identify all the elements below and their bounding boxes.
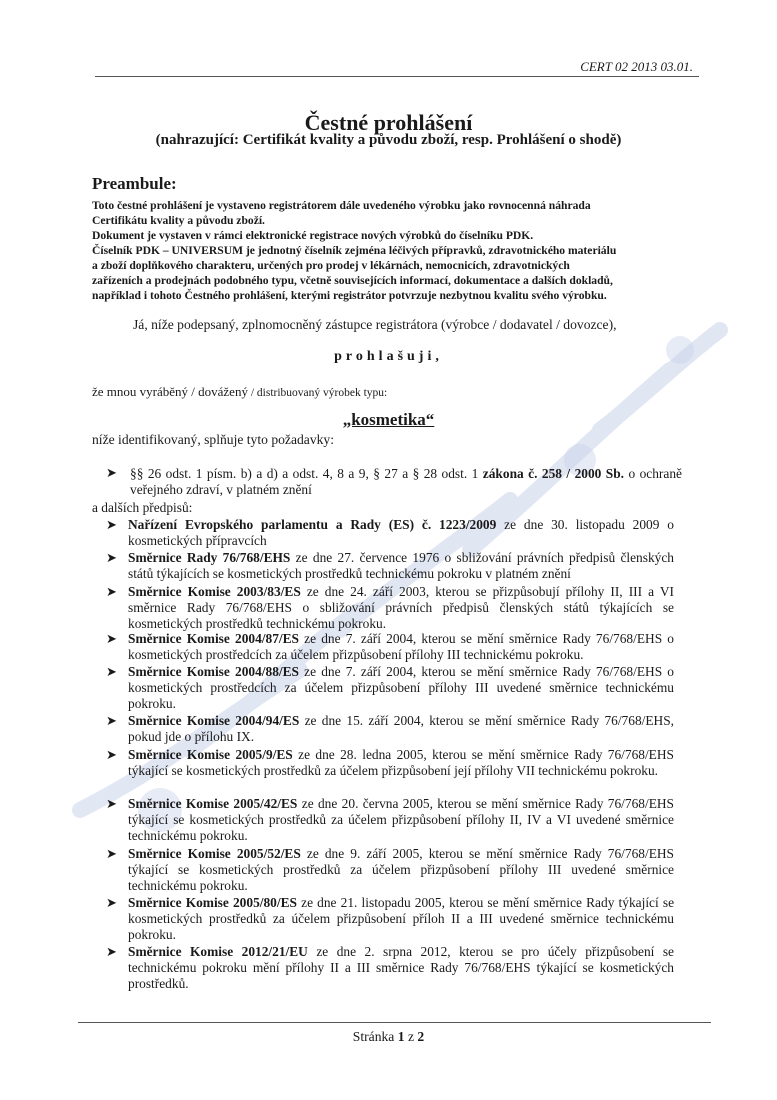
arrow-bullet-icon: ➤	[106, 585, 117, 600]
regulation-item	[128, 944, 674, 992]
declare-word: prohlašuji,	[334, 349, 443, 364]
regulation-text: ze dne 30. listopadu 2009 o kosmetických přípravcích	[128, 517, 674, 548]
regulation-item	[128, 584, 674, 632]
regulation-item	[128, 796, 674, 844]
arrow-bullet-icon: ➤	[106, 896, 117, 911]
arrow-bullet-icon: ➤	[106, 748, 117, 763]
preamble-line: Certifikátu kvality a původu zboží.	[92, 214, 265, 227]
type-line-distributed: / distribuovaný výrobek typu:	[247, 387, 388, 399]
regulation-name: Směrnice Komise 2005/9/ES	[128, 747, 293, 762]
arrow-bullet-icon: ➤	[106, 945, 117, 960]
regulation-text: ze dne 7. září 2004, kterou se mění směrnice Rady 76/768/EHS o kosmetických prostředcích za účelem přizpůsobení přílohy III uvedené směrnice technickému pokroku.	[128, 664, 674, 711]
preamble-line: Dokument je vystaven v rámci elektronické registrace nových výrobků do číselníku PDK.	[92, 229, 534, 242]
regulation-name: Směrnice Komise 2005/52/ES	[128, 846, 301, 861]
regulation-name: Směrnice Komise 2004/94/ES	[128, 713, 300, 728]
document-subtitle: (nahrazující: Certifikát kvality a původu zboží, resp. Prohlášení o shodě)	[155, 132, 622, 148]
preamble-heading: Preambule:	[92, 174, 177, 193]
regulation-name: Směrnice Komise 2004/88/ES	[128, 664, 299, 679]
product-type-line	[92, 384, 387, 400]
document-title: Čestné prohlášení	[304, 110, 473, 135]
regulation-name: Směrnice Komise 2005/80/ES	[128, 895, 297, 910]
regulation-name: Směrnice Rady 76/768/EHS	[128, 550, 291, 565]
arrow-bullet-icon: ➤	[106, 551, 117, 566]
page-of: z	[407, 1029, 414, 1044]
arrow-bullet-icon: ➤	[106, 797, 117, 812]
arrow-bullet-icon: ➤	[106, 847, 117, 862]
regulation-text: ze dne 21. listopadu 2005, kterou se mění směrnice Rady týkající se kosmetických prostředků za účelem přizpůsobení příloh II a III uvedené směrnice technickému pokroku.	[128, 895, 675, 942]
page-word: Stránka	[352, 1029, 395, 1044]
regulation-item	[128, 895, 674, 943]
arrow-bullet-icon: ➤	[106, 518, 117, 533]
regulation-item	[128, 631, 674, 663]
preamble-line: Číselník PDK – UNIVERSUM je jednotný číselník zejména léčivých přípravků, zdravotnického materiálu	[92, 244, 617, 257]
regulation-item	[128, 713, 674, 745]
regulation-text: ze dne 15. září 2004, kterou se mění směrnice Rady 76/768/EHS, pokud jde o přílohu IX.	[128, 713, 675, 744]
preamble-line: Toto čestné prohlášení je vystaveno registrátorem dále uvedeného výrobku jako rovnocenná náhrada	[92, 199, 591, 212]
law-post: o ochraně veřejného zdraví, v platném znění	[130, 466, 682, 497]
law-name: zákona č. 258 / 2000 Sb.	[482, 466, 625, 481]
regulation-name: Směrnice Komise 2004/87/ES	[128, 631, 299, 646]
arrow-bullet-icon: ➤	[106, 665, 117, 680]
regulation-text: ze dne 20. června 2005, kterou se mění směrnice Rady 76/768/EHS týkající se kosmetických prostředků za účelem přizpůsobení přílohy II, IV a VI uvedené směrnice technickému pokroku.	[128, 796, 674, 843]
footer-rule	[78, 1022, 711, 1023]
regulation-item	[128, 664, 674, 712]
regulation-text: ze dne 27. července 1976 o sbližování právních předpisů členských států týkajících se kosmetických prostředků technickému pokroku v platném znění	[128, 550, 674, 581]
arrow-bullet-icon: ➤	[106, 714, 117, 729]
page-total: 2	[417, 1029, 425, 1044]
preamble-line: například i tohoto Čestného prohlášení, kterými registrátor potvrzuje nezbytnou kvalitu svého výrobku.	[92, 289, 607, 302]
regulation-text: ze dne 24. září 2003, kterou se přizpůsobují přílohy II, III a VI směrnice Rady 76/768/EHS o sbližování právních předpisů členských států týkajících se kosmetických prostředků technickému pokroku.	[128, 584, 675, 631]
regulation-text: ze dne 28. ledna 2005, kterou se mění směrnice Rady 76/768/EHS týkající se kosmetických prostředků za účelem přizpůsobení její přílohy VII technickému pokroku.	[128, 747, 674, 778]
page-number	[0, 1029, 777, 1045]
regulation-item	[128, 846, 674, 894]
document-code: CERT 02 2013 03.01.	[580, 59, 693, 74]
product-type: „kosmetika“	[342, 410, 435, 429]
regulation-name: Směrnice Komise 2005/42/ES	[128, 796, 298, 811]
type-line-main: že mnou vyráběný / dovážený	[92, 384, 248, 399]
regulation-text: ze dne 2. srpna 2012, kterou se pro účely přizpůsobení se technickému pokroku mění přílohy II a III směrnice Rady 76/768/EHS týkající se kosmetických prostředků.	[128, 944, 675, 991]
arrow-bullet-icon: ➤	[106, 466, 117, 481]
identified-line: níže identifikovaný, splňuje tyto požadavky:	[92, 432, 334, 447]
header-rule	[95, 76, 699, 77]
law-requirement	[130, 466, 682, 498]
regulation-item	[128, 747, 674, 779]
declarant-line: Já, níže podepsaný, zplnomocněný zástupce registrátora (výrobce / dodavatel / dovozce),	[133, 317, 617, 332]
preamble-line: a zboží doplňkového charakteru, určených pro prodej v lékárnách, nemocnicích, zdravotnických	[92, 259, 570, 272]
preamble-line: zařízeních a prodejnách podobného typu, včetně souvisejících informací, dokumentace a dalších dokladů,	[92, 274, 613, 287]
law-pre: §§ 26 odst. 1 písm. b) a d) a odst. 4, 8 a 9, § 27 a § 28 odst. 1	[130, 466, 483, 481]
regulation-name: Směrnice Komise 2012/21/EU	[128, 944, 308, 959]
arrow-bullet-icon: ➤	[106, 632, 117, 647]
regulation-item	[128, 550, 674, 582]
regulation-text: ze dne 9. září 2005, kterou se mění směrnice Rady 76/768/EHS týkající se kosmetických prostředků za účelem přizpůsobení přílohy III uvedené směrnice technickému pokroku.	[128, 846, 675, 893]
regulation-name: Směrnice Komise 2003/83/ES	[128, 584, 301, 599]
regulation-item	[128, 517, 674, 549]
other-regs-label: a dalších předpisů:	[92, 500, 193, 515]
regulation-text: ze dne 7. září 2004, kterou se mění směrnice Rady 76/768/EHS o kosmetických prostředcích za účelem přizpůsobení přílohy III technickému pokroku.	[128, 631, 674, 662]
page-current: 1	[397, 1029, 405, 1044]
regulation-name: Nařízení Evropského parlamentu a Rady (ES) č. 1223/2009	[128, 517, 497, 532]
